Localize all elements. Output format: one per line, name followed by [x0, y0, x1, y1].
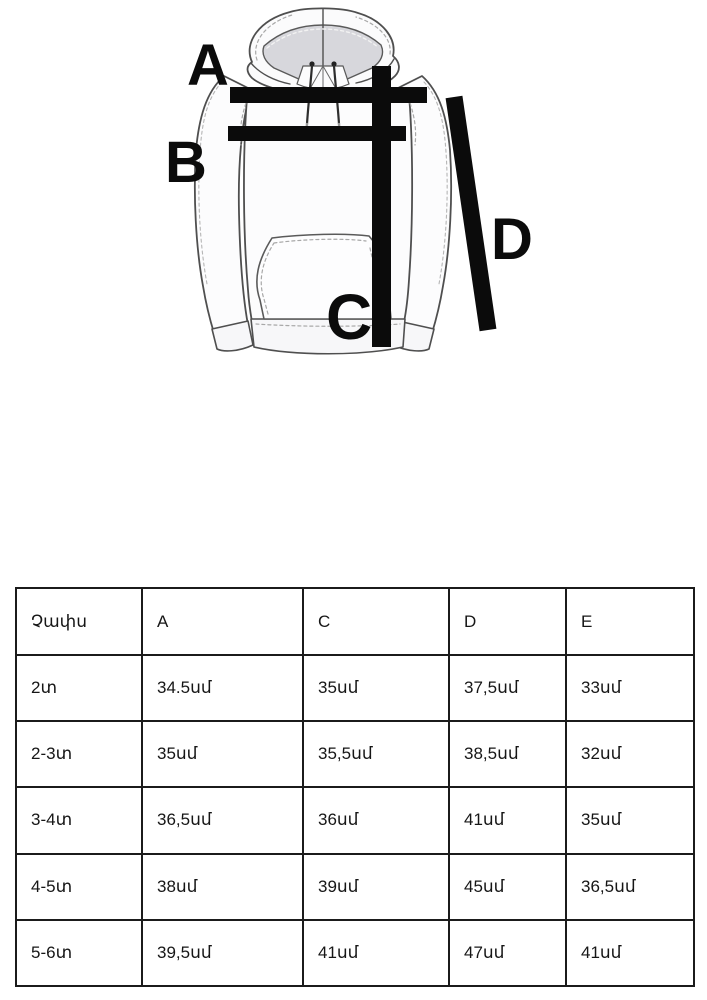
value-cell: 36,5սմ	[142, 787, 303, 853]
value-cell: 34.5սմ	[142, 655, 303, 721]
measure-line-a	[230, 87, 427, 103]
size-cell: 2-3տ	[16, 721, 142, 787]
table-row	[16, 655, 694, 721]
header-cell-size: Չափս	[16, 588, 142, 655]
value-cell: 38,5սմ	[449, 721, 566, 787]
value-cell: 36սմ	[303, 787, 449, 853]
table-row	[16, 787, 694, 853]
measure-label-a: A	[187, 33, 229, 98]
table-row	[16, 854, 694, 920]
value-cell: 35սմ	[566, 787, 694, 853]
size-cell: 5-6տ	[16, 920, 142, 986]
measure-label-b: B	[165, 130, 207, 195]
value-cell: 39,5սմ	[142, 920, 303, 986]
measure-line-d	[454, 97, 488, 330]
value-cell: 32սմ	[566, 721, 694, 787]
table-row	[16, 920, 694, 986]
measure-label-c: C	[326, 281, 373, 353]
hoodie-illustration	[195, 8, 451, 353]
size-cell: 4-5տ	[16, 854, 142, 920]
value-cell: 41սմ	[566, 920, 694, 986]
size-table	[15, 587, 695, 987]
size-table-header-row	[16, 588, 694, 655]
value-cell: 37,5սմ	[449, 655, 566, 721]
header-cell-d: D	[449, 588, 566, 655]
value-cell: 35սմ	[303, 655, 449, 721]
value-cell: 35,5սմ	[303, 721, 449, 787]
value-cell: 45սմ	[449, 854, 566, 920]
header-cell-a: A	[142, 588, 303, 655]
value-cell: 47սմ	[449, 920, 566, 986]
size-cell: 2տ	[16, 655, 142, 721]
value-cell: 41սմ	[449, 787, 566, 853]
value-cell: 33սմ	[566, 655, 694, 721]
value-cell: 39սմ	[303, 854, 449, 920]
size-cell: 3-4տ	[16, 787, 142, 853]
measure-label-d: D	[491, 207, 533, 272]
measure-line-c	[372, 66, 391, 347]
value-cell: 41սմ	[303, 920, 449, 986]
value-cell: 35սմ	[142, 721, 303, 787]
table-row	[16, 721, 694, 787]
header-cell-e: E	[566, 588, 694, 655]
header-cell-c: C	[303, 588, 449, 655]
value-cell: 36,5սմ	[566, 854, 694, 920]
value-cell: 38սմ	[142, 854, 303, 920]
